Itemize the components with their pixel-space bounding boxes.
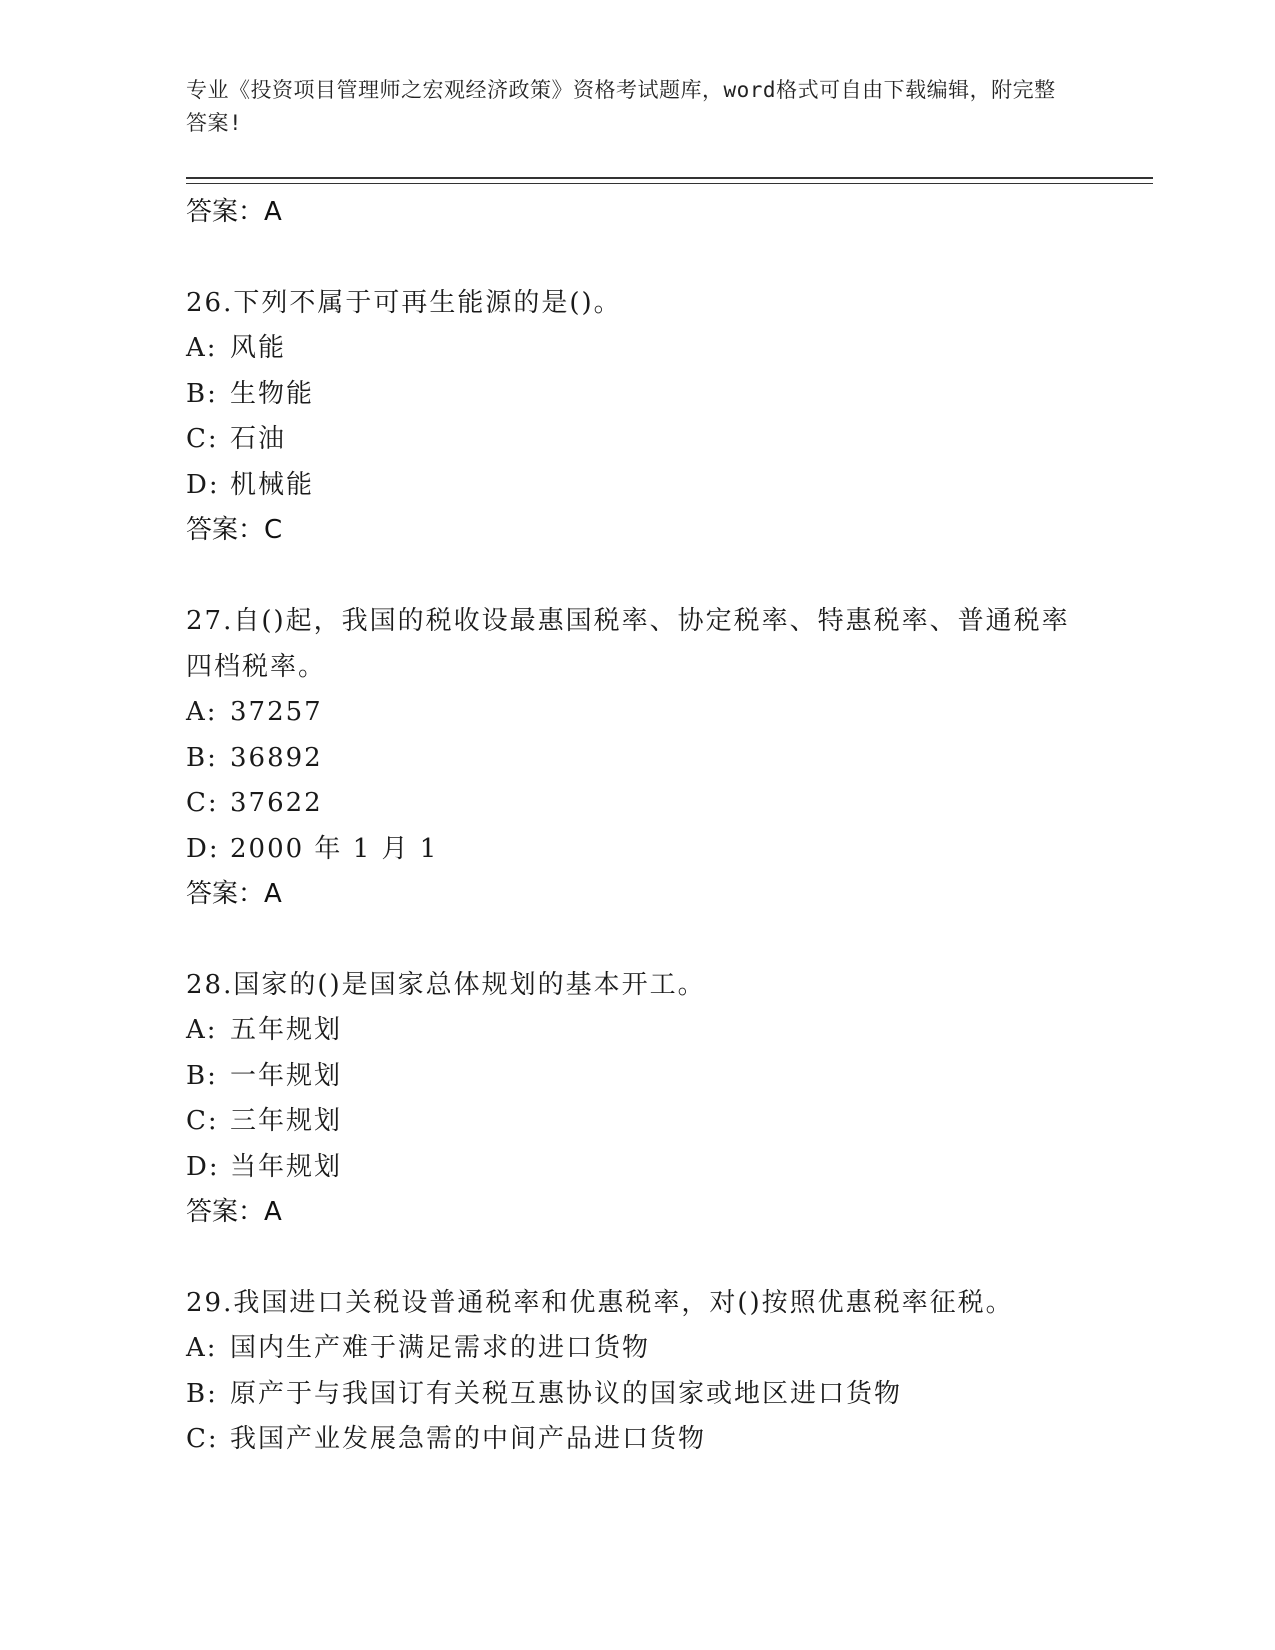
option-letter: A: <box>186 333 218 363</box>
option-c <box>186 1099 1086 1145</box>
option-text: 石油 <box>230 424 287 454</box>
option-text: 三年规划 <box>230 1106 343 1136</box>
question-block <box>186 1280 1086 1463</box>
question-block <box>186 962 1086 1234</box>
option-c <box>186 1417 1086 1463</box>
option-letter: A: <box>186 697 218 727</box>
option-text: 2000 年 1 月 1 <box>230 833 439 864</box>
option-text: 国内生产难于满足需求的进口货物 <box>230 1333 651 1363</box>
option-text: 当年规划 <box>230 1151 343 1182</box>
option-text: 我国产业发展急需的中间产品进口货物 <box>230 1424 707 1454</box>
option-b <box>186 736 1086 782</box>
answer-line: 答案：A <box>186 879 282 909</box>
option-text: 生物能 <box>230 378 315 409</box>
question-stem: 28.国家的()是国家总体规划的基本开工。 <box>186 970 706 1000</box>
question-stem: 27.自()起，我国的税收设最惠国税率、协定税率、特惠税率、普通税率四档税率。 <box>186 606 1070 682</box>
option-letter: B: <box>186 1060 218 1091</box>
option-a <box>186 690 1086 736</box>
option-text: 一年规划 <box>230 1060 343 1091</box>
option-a <box>186 1008 1086 1054</box>
option-letter: C: <box>186 424 219 454</box>
option-text: 原产于与我国订有关税互惠协议的国家或地区进口货物 <box>230 1378 903 1409</box>
option-b <box>186 1372 1086 1418</box>
option-d <box>186 1145 1086 1191</box>
question-block <box>186 598 1086 916</box>
question-block <box>186 280 1086 552</box>
answer-line: 答案：A <box>186 197 282 227</box>
option-text: 36892 <box>230 742 323 773</box>
answer-line: 答案：C <box>186 515 283 545</box>
question-stem: 26.下列不属于可再生能源的是()。 <box>186 288 622 318</box>
option-text: 37257 <box>230 697 323 727</box>
option-a <box>186 1326 1086 1372</box>
option-letter: D: <box>186 833 220 864</box>
option-letter: C: <box>186 1424 219 1454</box>
question-stem: 29.我国进口关税设普通税率和优惠税率，对()按照优惠税率征税。 <box>186 1288 1014 1318</box>
header-rule-thick <box>186 177 1153 179</box>
option-letter: C: <box>186 1106 219 1136</box>
option-c <box>186 781 1086 827</box>
option-b <box>186 372 1086 418</box>
option-letter: B: <box>186 378 218 409</box>
option-text: 风能 <box>230 333 287 363</box>
option-letter: D: <box>186 1151 220 1182</box>
option-a <box>186 326 1086 372</box>
option-letter: A: <box>186 1333 218 1363</box>
question-list <box>186 190 1086 1463</box>
option-text: 37622 <box>230 788 323 818</box>
option-text: 机械能 <box>230 469 315 500</box>
option-letter: D: <box>186 469 220 500</box>
option-letter: B: <box>186 742 218 773</box>
option-text: 五年规划 <box>230 1015 343 1045</box>
option-letter: C: <box>186 788 219 818</box>
option-letter: A: <box>186 1015 218 1045</box>
answer-line: 答案：A <box>186 1197 282 1227</box>
document-header: 专业《投资项目管理师之宏观经济政策》资格考试题库，word格式可自由下载编辑，附完整答案! <box>186 78 1056 135</box>
option-letter: B: <box>186 1378 218 1409</box>
option-d <box>186 463 1086 509</box>
option-d <box>186 827 1086 873</box>
option-b <box>186 1054 1086 1100</box>
header-rule-thin <box>186 183 1153 184</box>
option-c <box>186 417 1086 463</box>
